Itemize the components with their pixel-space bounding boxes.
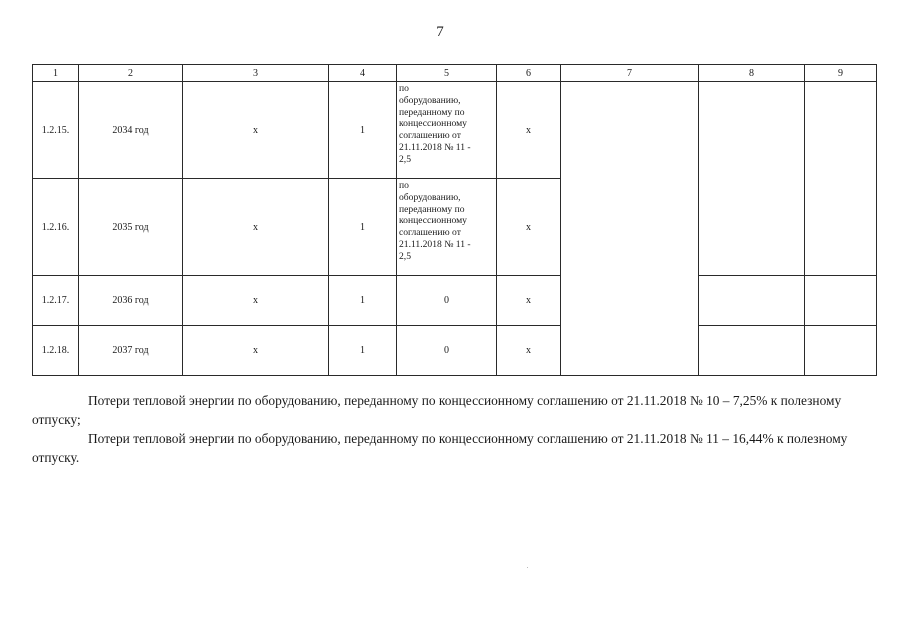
cell-col3: х [183, 276, 329, 326]
cell-col3: х [183, 179, 329, 276]
data-table [32, 64, 877, 376]
row-year: 2035 год [79, 179, 183, 276]
cell-col4: 1 [329, 326, 397, 376]
cell-col5: 0 [397, 326, 497, 376]
row-year: 2037 год [79, 326, 183, 376]
column-header: 1 [33, 65, 79, 82]
paragraph-losses-10: Потери тепловой энергии по оборудованию, переданному по концессионному соглашению от 21.11.2018 № 10 – 7,25% к полезному отпуску; [32, 393, 842, 427]
cell-col6: х [497, 276, 561, 326]
column-header: 7 [561, 65, 699, 82]
cell-col6: х [497, 326, 561, 376]
cell-col5: по оборудованию, переданному по концессионному соглашению от 21.11.2018 № 11 - 2,5 [397, 179, 497, 276]
cell-col4: 1 [329, 82, 397, 179]
cell-col5: 0 [397, 276, 497, 326]
page-number: 7 [436, 24, 444, 40]
body-text [32, 391, 880, 467]
column-header: 5 [397, 65, 497, 82]
column-header: 9 [805, 65, 877, 82]
table-row [33, 326, 877, 376]
cell-col8 [699, 276, 805, 326]
cell-col3: х [183, 326, 329, 376]
row-year: 2034 год [79, 82, 183, 179]
cell-col6: х [497, 82, 561, 179]
cell-col7-merged [561, 82, 699, 376]
table-row [33, 82, 877, 179]
cell-col8-merged [699, 82, 805, 276]
table-row [33, 276, 877, 326]
table-header-row [33, 65, 877, 82]
cell-col9-merged [805, 82, 877, 276]
row-number: 1.2.17. [33, 276, 79, 326]
column-header: 3 [183, 65, 329, 82]
cell-col5: по оборудованию, переданному по концессионному соглашению от 21.11.2018 № 11 - 2,5 [397, 82, 497, 179]
column-header: 2 [79, 65, 183, 82]
cell-col9 [805, 276, 877, 326]
cell-col6: х [497, 179, 561, 276]
row-number: 1.2.16. [33, 179, 79, 276]
column-header: 6 [497, 65, 561, 82]
column-header: 4 [329, 65, 397, 82]
column-header: 8 [699, 65, 805, 82]
cell-col4: 1 [329, 276, 397, 326]
cell-col8 [699, 326, 805, 376]
cell-col3: х [183, 82, 329, 179]
row-year: 2036 год [79, 276, 183, 326]
row-number: 1.2.18. [33, 326, 79, 376]
paragraph-losses-11: Потери тепловой энергии по оборудованию, переданному по концессионному соглашению от 21.11.2018 № 11 – 16,44% к полезному отпуску. [32, 431, 848, 465]
row-number: 1.2.15. [33, 82, 79, 179]
scan-speck [527, 567, 528, 568]
cell-col4: 1 [329, 179, 397, 276]
cell-col9 [805, 326, 877, 376]
